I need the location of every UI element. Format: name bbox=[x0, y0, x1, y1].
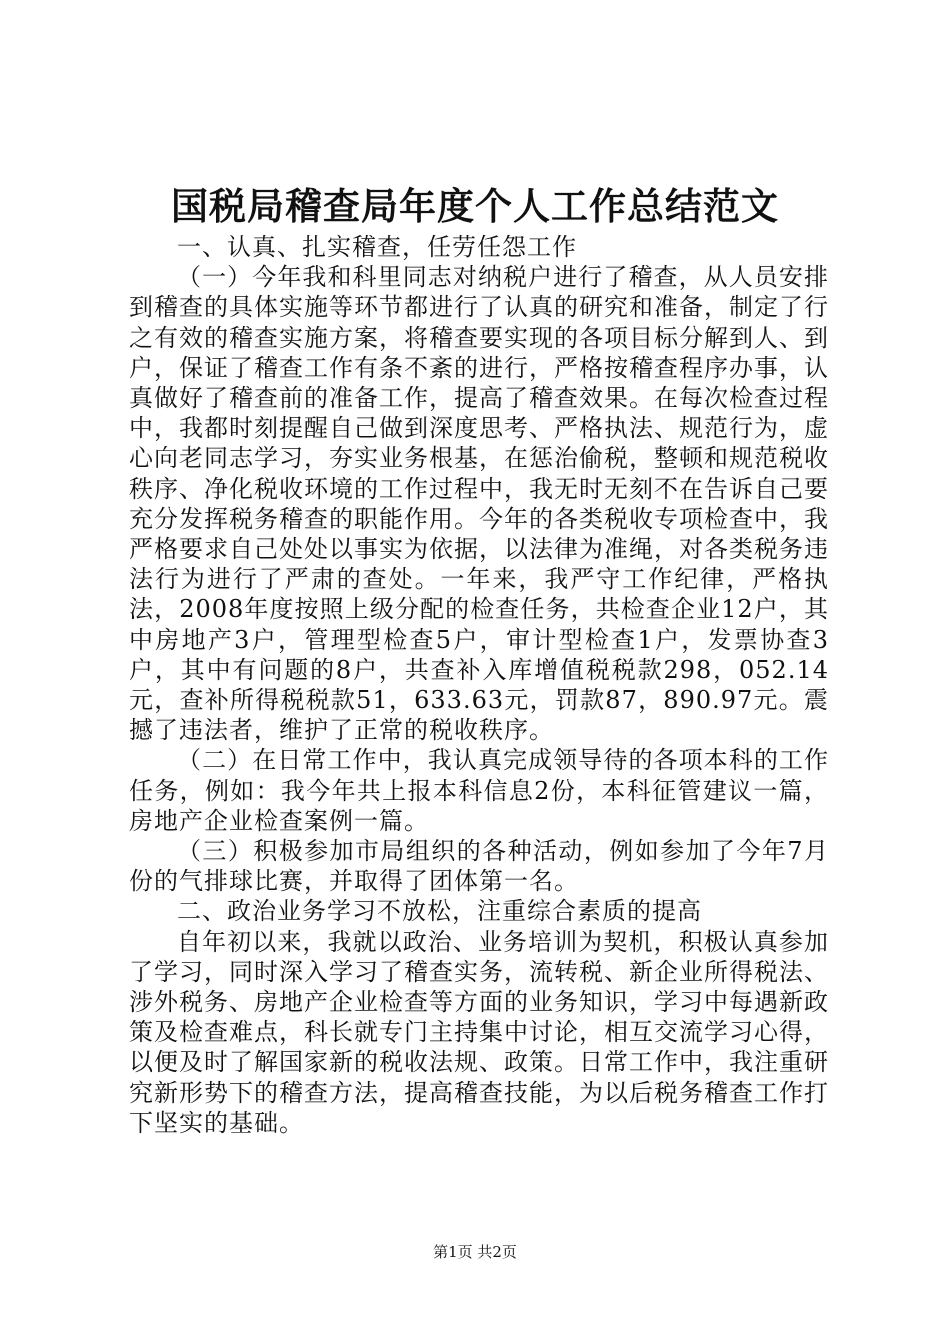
document-title: 国税局稽查局年度个人工作总结范文 bbox=[171, 184, 779, 228]
section-heading-1: 一、认真、扎实稽查，任劳任怨工作 bbox=[177, 233, 577, 261]
section-heading-2: 二、政治业务学习不放松，注重综合素质的提高 bbox=[177, 897, 702, 926]
paragraph-1: （一）今年我和科里同志对纳税户进行了稽查，从人员安排到稽查的具体实施等环节都进行了认真的研究和准备，制定了行之有效的稽查实施方案，将稽查要实现的各项目标分解到人、到户，保证了稽查工作有条不紊的进行，严格按稽查程序办事，认真做好了稽查前的准备工作，提高了稽查效果。在每次检查过程中，我都时刻提醒自己做到深度思考、严格执法、规范行为，虚心向老同志学习，夯实业务根基，在惩治偷税，整顿和规范税收秩序、净化税收环境的工作过程中，我无时无刻不在告诉自己要充分发挥税务稽查的职能作用。今年的各类税收专项检查中，我严格要求自己处处以事实为依据，以法律为准绳，对各类税务违法行为进行了严肃的查处。一年来，我严守工作纪律，严格执法，2008年度按照上级分配的检查任务，共检查企业12户，其中房地产3户，管理型检查5户，审计型检查1户，发票协查3户，其中有问题的8户，共查补入库增值税税款298，052.14元，查补所得税税款51，633.63元，罚款87，890.97元。震撼了违法者，维护了正常的税收秩序。 bbox=[129, 263, 829, 745]
paragraph-2: （二）在日常工作中，我认真完成领导待的各项本科的工作任务，例如：我今年共上报本科信息2份，本科征管建议一篇，房地产企业检查案例一篇。 bbox=[129, 746, 829, 835]
document-body bbox=[129, 232, 829, 1138]
page-footer: 第1页 共2页 bbox=[433, 1243, 517, 1261]
paragraph-3: （三）积极参加市局组织的各种活动，例如参加了今年7月份的气排球比赛，并取得了团体第一名。 bbox=[129, 837, 829, 896]
paragraph-4: 自年初以来，我就以政治、业务培训为契机，积极认真参加了学习，同时深入学习了稽查实务，流转税、新企业所得税法、涉外税务、房地产企业检查等方面的业务知识，学习中每遇新政策及检查难点，科长就专门主持集中讨论，相互交流学习心得，以便及时了解国家新的税收法规、政策。日常工作中，我注重研究新形势下的稽查方法，提高稽查技能，为以后税务稽查工作打下坚实的基础。 bbox=[129, 927, 829, 1137]
